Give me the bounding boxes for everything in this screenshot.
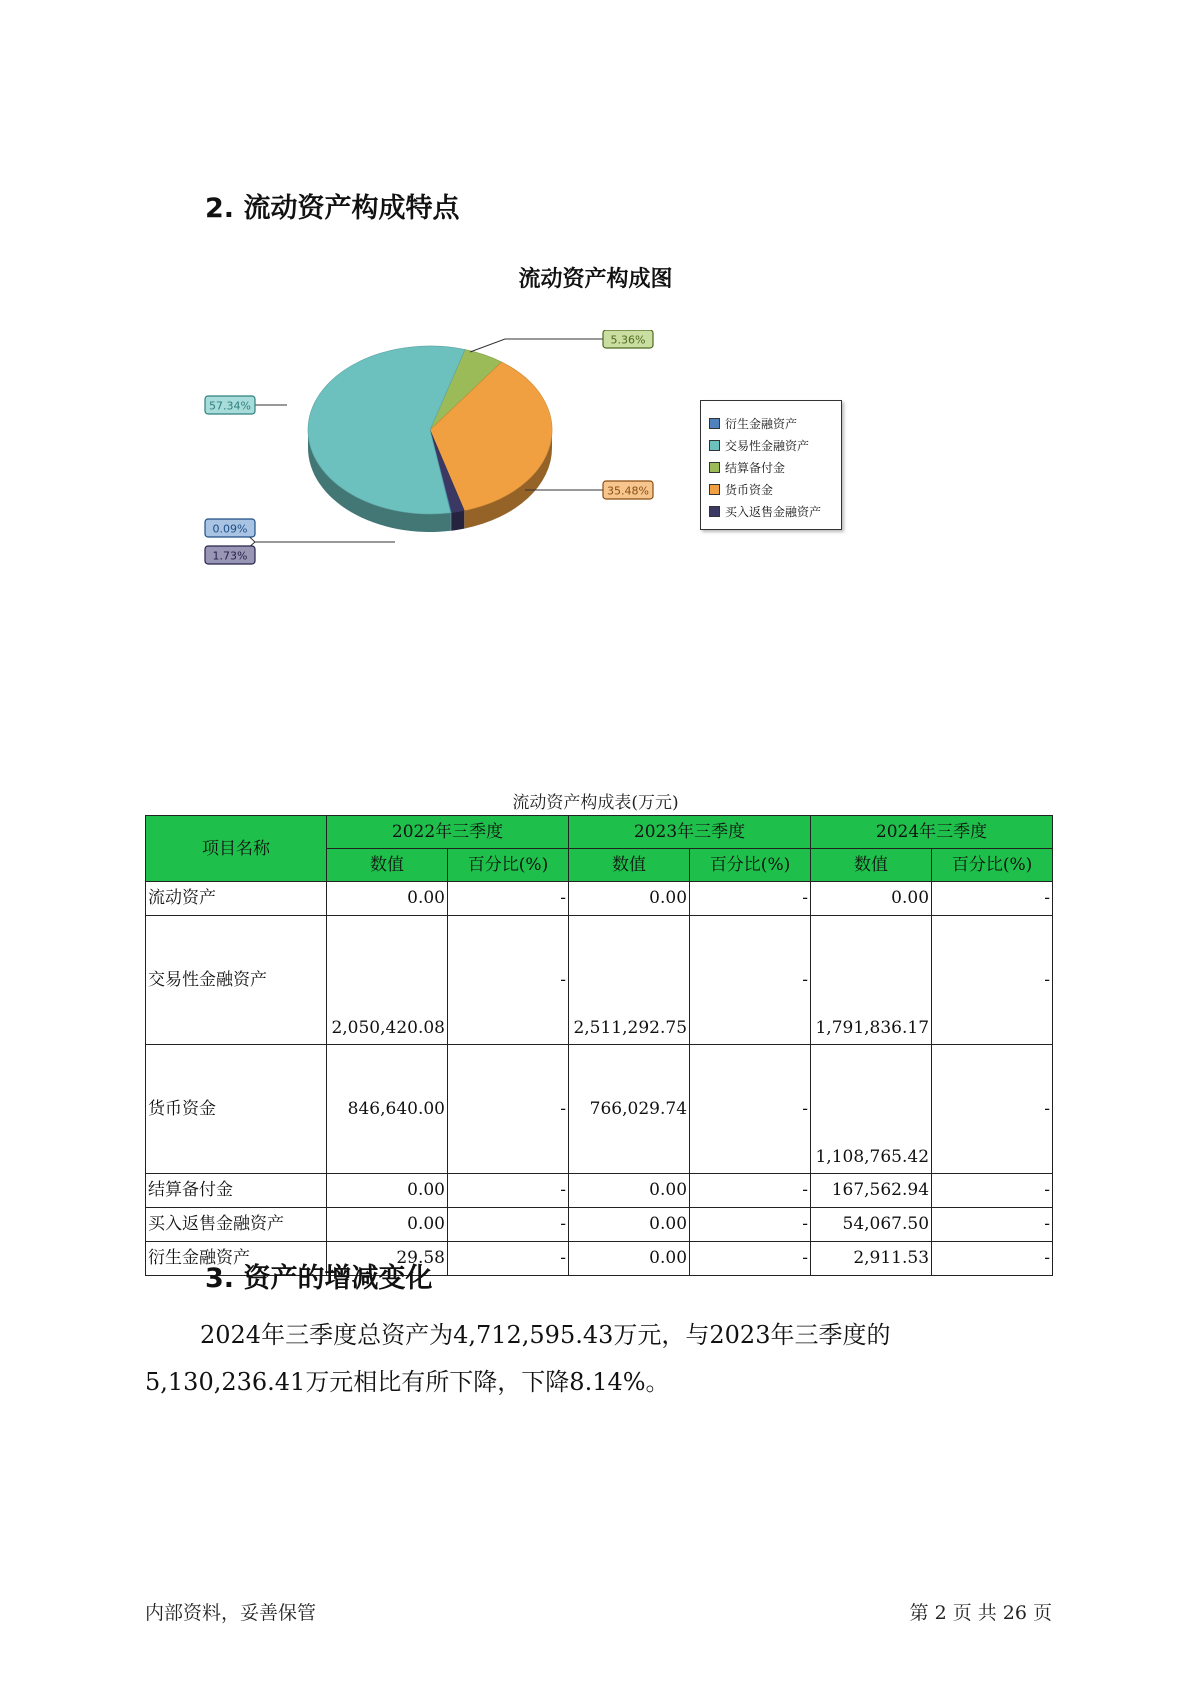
paragraph-line-2: 5,130,236.41万元相比有所下降，下降8.14%。 [145,1368,670,1396]
data-label: 5.36% [610,333,646,347]
legend-swatch [709,440,720,451]
cell-percent: - [690,882,811,916]
pie-slice-side [451,511,464,531]
legend-item [709,412,841,434]
cell-value: 29.58 [327,1242,448,1276]
legend-label: 衍生金融资产 [725,416,798,431]
header-year-2024: 2024年三季度 [811,816,1053,849]
cell-value: 0.00 [569,1174,690,1208]
table-row [146,1045,1053,1174]
legend-item [709,478,841,500]
header-item-name: 项目名称 [146,816,327,882]
table-row [146,1208,1053,1242]
cell-percent: - [932,916,1053,1045]
cell-value: 2,911.53 [811,1242,932,1276]
cell-percent: - [932,1045,1053,1174]
cell-percent: - [690,1242,811,1276]
legend-label: 买入返售金融资产 [725,504,822,519]
legend-swatch [709,462,720,473]
row-name: 流动资产 [146,882,327,916]
header-value: 数值 [327,849,448,882]
cell-value: 766,029.74 [569,1045,690,1174]
cell-percent: - [448,1242,569,1276]
cell-percent: - [932,882,1053,916]
chart-legend [700,400,842,530]
pie-chart [195,330,665,570]
callout-line [240,528,395,542]
legend-label: 结算备付金 [725,460,786,475]
cell-value: 0.00 [569,1208,690,1242]
table-row [146,1174,1053,1208]
cell-value: 0.00 [327,882,448,916]
legend-swatch [709,506,720,517]
cell-value: 1,108,765.42 [811,1045,932,1174]
data-label: 57.34% [209,399,251,413]
legend-label: 货币资金 [725,482,774,497]
paragraph-line-1: 2024年三季度总资产为4,712,595.43万元，与2023年三季度的 [200,1321,891,1349]
cell-percent: - [448,916,569,1045]
cell-value: 846,640.00 [327,1045,448,1174]
header-percent: 百分比(%) [690,849,811,882]
table-caption: 流动资产构成表(万元) [512,793,679,813]
legend-label: 交易性金融资产 [725,438,810,453]
cell-percent: - [690,1174,811,1208]
cell-value: 0.00 [569,1242,690,1276]
row-name: 结算备付金 [146,1174,327,1208]
table-row [146,882,1053,916]
data-label: 0.09% [212,522,248,536]
footer-page-number: 第 2 页 共 26 页 [909,1602,1052,1624]
legend-item [709,434,841,456]
cell-value: 167,562.94 [811,1174,932,1208]
footer-left: 内部资料，妥善保管 [145,1602,317,1624]
callout-line [470,339,603,352]
cell-value: 0.00 [569,882,690,916]
cell-value: 2,511,292.75 [569,916,690,1045]
cell-percent: - [690,1208,811,1242]
cell-percent: - [448,1208,569,1242]
row-name: 衍生金融资产 [146,1242,327,1276]
legend-item [709,456,841,478]
cell-value: 0.00 [327,1174,448,1208]
header-value: 数值 [811,849,932,882]
legend-swatch [709,418,720,429]
cell-percent: - [448,882,569,916]
current-assets-table [145,815,1053,1276]
header-value: 数值 [569,849,690,882]
cell-percent: - [932,1242,1053,1276]
cell-value: 0.00 [327,1208,448,1242]
cell-percent: - [448,1174,569,1208]
header-year-2022: 2022年三季度 [327,816,569,849]
data-label: 35.48% [607,484,649,498]
legend-swatch [709,484,720,495]
header-percent: 百分比(%) [448,849,569,882]
cell-percent: - [448,1045,569,1174]
data-label: 1.73% [212,549,248,563]
section-2-title: 2. 流动资产构成特点 [205,193,460,224]
row-name: 买入返售金融资产 [146,1208,327,1242]
section-3-title: 3. 资产的增减变化 [205,1263,433,1294]
header-year-2023: 2023年三季度 [569,816,811,849]
pie-slice-side [451,513,452,531]
cell-value: 54,067.50 [811,1208,932,1242]
chart-title: 流动资产构成图 [518,267,673,292]
legend-item [709,500,841,522]
table-row [146,916,1053,1045]
cell-value: 0.00 [811,882,932,916]
row-name: 货币资金 [146,1045,327,1174]
header-percent: 百分比(%) [932,849,1053,882]
cell-value: 1,791,836.17 [811,916,932,1045]
cell-percent: - [690,916,811,1045]
row-name: 交易性金融资产 [146,916,327,1045]
cell-percent: - [932,1208,1053,1242]
cell-percent: - [690,1045,811,1174]
cell-percent: - [932,1174,1053,1208]
cell-value: 2,050,420.08 [327,916,448,1045]
